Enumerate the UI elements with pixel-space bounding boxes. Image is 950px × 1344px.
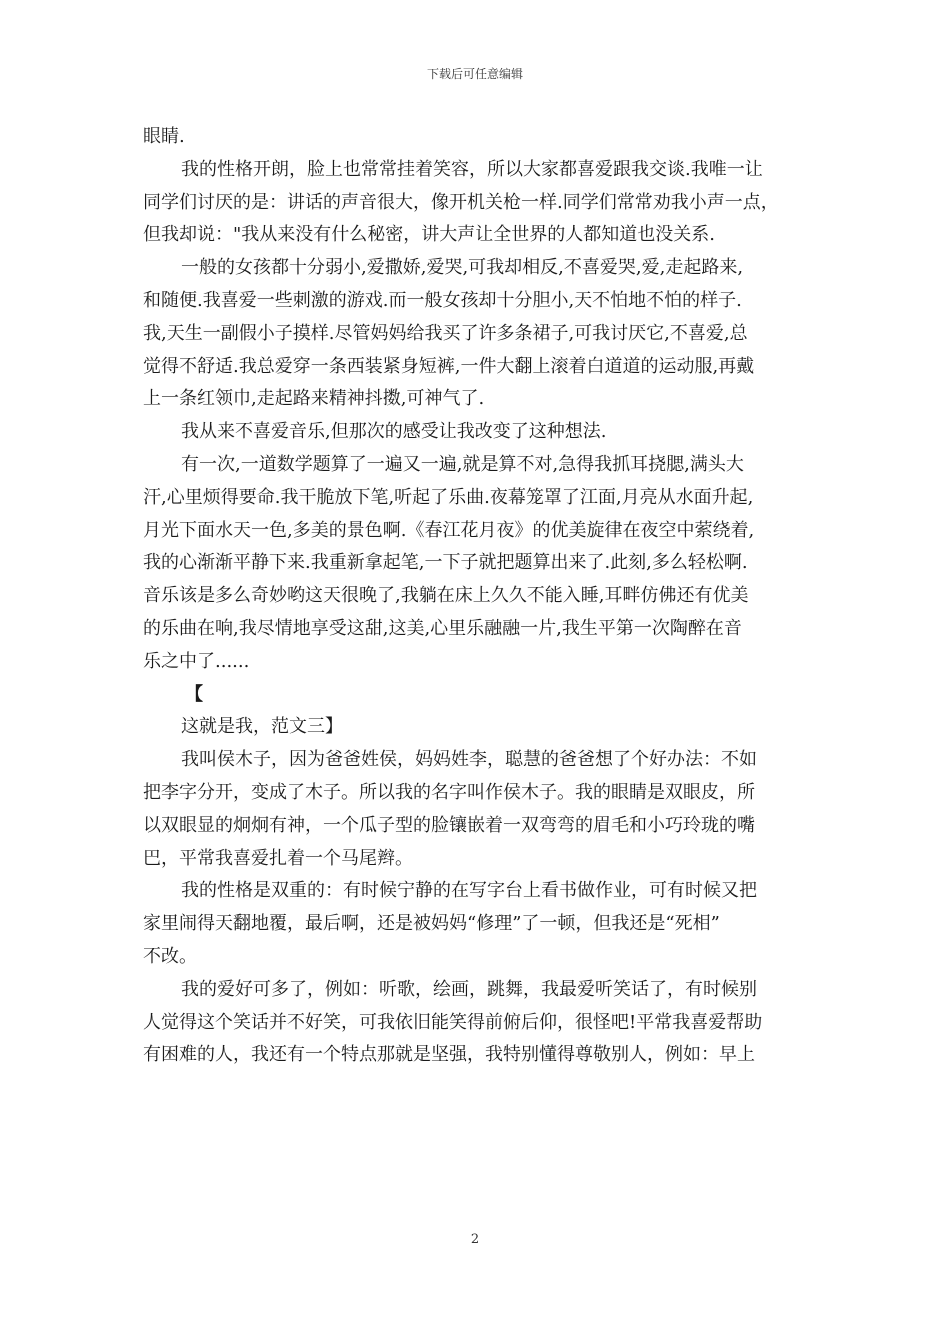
text-line: 我的性格开朗，脸上也常常挂着笑容，所以大家都喜爱跟我交谈.我唯一让 xyxy=(181,158,763,180)
section-title: 这就是我，范文三】 xyxy=(181,716,343,738)
text-line: 有一次,一道数学题算了一遍又一遍,就是算不对,急得我抓耳挠腮,满头大 xyxy=(181,453,744,475)
text-line: 乐之中了...... xyxy=(143,650,250,672)
text-line: 觉得不舒适.我总爱穿一条西装紧身短裤,一件大翻上滚着白道道的运动服,再戴 xyxy=(143,355,755,377)
text-line: 音乐该是多么奇妙哟这天很晚了,我躺在床上久久不能入睡,耳畔仿佛还有优美 xyxy=(143,585,749,607)
text-line: 家里闹得天翻地覆，最后啊，还是被妈妈“修理”了一顿，但我还是“死相” xyxy=(143,913,720,935)
text-line: 我,天生一副假小子摸样.尽管妈妈给我买了许多条裙子,可我讨厌它,不喜爱,总 xyxy=(143,322,748,344)
text-line: 不改。 xyxy=(143,945,197,967)
text-line: 汗,心里烦得要命.我干脆放下笔,听起了乐曲.夜幕笼罩了江面,月亮从水面升起, xyxy=(143,486,754,508)
text-line: 我的爱好可多了，例如：听歌，绘画，跳舞，我最爱听笑话了，有时候别 xyxy=(181,978,757,1000)
text-line: 我的性格是双重的：有时候宁静的在写字台上看书做作业，可有时候又把 xyxy=(181,880,757,902)
text-line: 的乐曲在响,我尽情地享受这甜,这美,心里乐融融一片,我生平第一次陶醉在音 xyxy=(143,617,742,639)
text-line: 我叫侯木子，因为爸爸姓侯，妈妈姓李，聪慧的爸爸想了个好办法：不如 xyxy=(181,749,757,771)
section-bracket: 【 xyxy=(185,683,203,705)
text-line: 和随便.我喜爱一些刺激的游戏.而一般女孩却十分胆小,天不怕地不怕的样子. xyxy=(143,289,742,311)
text-line: 月光下面水天一色,多美的景色啊.《春江花月夜》的优美旋律在夜空中萦绕着, xyxy=(143,519,755,541)
text-line: 一般的女孩都十分弱小,爱撒娇,爱哭,可我却相反,不喜爱哭,爱,走起路来, xyxy=(181,257,744,279)
text-line: 上一条红领巾,走起路来精神抖擞,可神气了. xyxy=(143,388,485,410)
text-line: 有困难的人，我还有一个特点那就是坚强，我特别懂得尊敬别人，例如：早上 xyxy=(143,1044,755,1066)
page-header: 下载后可任意编辑 xyxy=(426,67,523,81)
text-line: 巴，平常我喜爱扎着一个马尾辫。 xyxy=(143,847,413,869)
text-line: 以双眼显的炯炯有神，一个瓜子型的脸镶嵌着一双弯弯的眉毛和小巧玲珑的嘴 xyxy=(143,814,755,836)
text-line: 同学们讨厌的是：讲话的声音很大，像开机关枪一样.同学们常常劝我小声一点， xyxy=(143,191,779,213)
document-body xyxy=(143,121,807,1072)
text-line: 人觉得这个笑话并不好笑，可我依旧能笑得前俯后仰，很怪吧!平常我喜爱帮助 xyxy=(143,1011,763,1033)
text-line: 把李字分开，变成了木子。所以我的名字叫作侯木子。我的眼睛是双眼皮，所 xyxy=(143,781,755,803)
text-line: 眼睛. xyxy=(143,126,185,147)
text-line: 我的心渐渐平静下来.我重新拿起笔,一下子就把题算出来了.此刻,多么轻松啊. xyxy=(143,552,748,574)
page-number: 2 xyxy=(470,1232,480,1247)
text-line: 但我却说："我从来没有什么秘密，讲大声让全世界的人都知道也没关系. xyxy=(143,224,715,246)
text-line: 我从来不喜爱音乐,但那次的感受让我改变了这种想法. xyxy=(181,421,607,443)
